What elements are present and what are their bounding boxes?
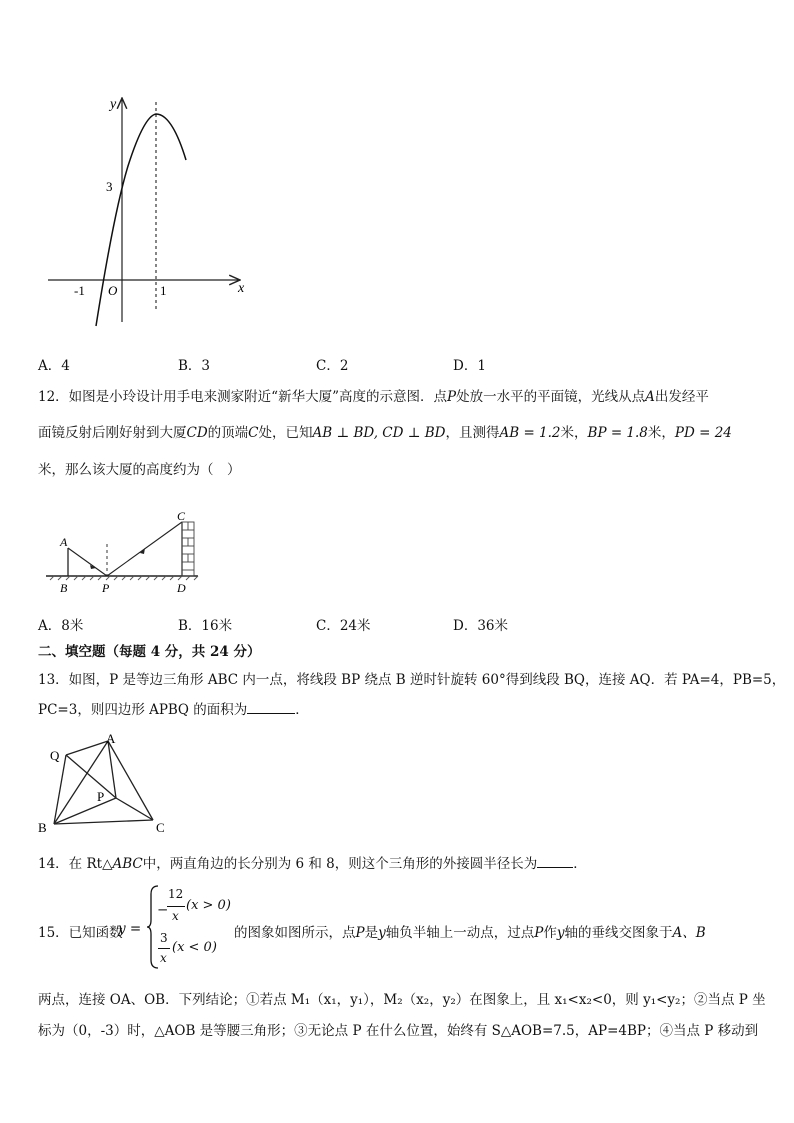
y-intercept-label: 3 <box>106 179 113 194</box>
q11-option-b: B．3 <box>178 358 211 374</box>
label-b: B <box>38 820 47 835</box>
mirror-reflection-figure <box>44 508 204 600</box>
q15-denominator-2: x <box>160 951 167 965</box>
q12-line-2: 面镜反射后刚好射到大厦CD的顶端C处，已知AB ⊥ BD, CD ⊥ BD，且测得AB = 1.2米，BP = 1.8米，PD = 24 <box>38 425 732 441</box>
q15-condition-2: (x < 0) <box>172 940 217 955</box>
q15-denominator-1: x <box>172 909 179 923</box>
label-p: P <box>102 581 110 595</box>
q13-line-2: PC=3，则四边形 APBQ 的面积为 ． <box>38 698 309 718</box>
ray-ap <box>68 548 107 576</box>
q15-line-1-rest: 的图象如图所示，点P是y轴负半轴上一动点，过点P作y轴的垂线交图象于A、B <box>234 925 706 941</box>
parabola-graph <box>44 92 254 332</box>
x-axis-label: x <box>238 281 245 296</box>
q15-minus-sign: − <box>157 902 169 918</box>
q14-line: 14．在 Rt△ABC中，两直角边的长分别为 6 和 8，则这个三角形的外接圆半径长为 ． <box>38 852 587 872</box>
origin-label: O <box>108 283 118 298</box>
label-a: A <box>106 731 116 746</box>
q15-fraction-bar-2 <box>158 948 170 949</box>
one-label: 1 <box>160 283 167 298</box>
q12-option-c: C．24米 <box>316 618 371 634</box>
q11-option-a: A．4 <box>38 358 70 374</box>
q14-answer-blank[interactable] <box>537 853 573 868</box>
label-a: A <box>60 535 68 549</box>
q15-line-2: 两点，连接 OA、OB．下列结论；①若点 M₁（x₁，y₁），M₂（x₂，y₂）在图象上，且 x₁<x₂<0，则 y₁<y₂；②当点 P 坐 <box>38 992 766 1008</box>
label-p: P <box>97 789 105 804</box>
label-c: C <box>156 820 165 835</box>
q15-numerator-2: 3 <box>160 931 168 945</box>
q12-line-3: 米，那么该大厦的高度约为（ ） <box>38 462 241 478</box>
q13-line-1: 13．如图，P 是等边三角形 ABC 内一点，将线段 BP 绕点 B 逆时针旋转 60°得到线段 BQ，连接 AQ．若 PA=4，PB=5， <box>38 672 786 688</box>
piecewise-brace <box>146 884 160 970</box>
q12-option-a: A．8米 <box>38 618 84 634</box>
q15-intro: 15．已知函数 <box>38 925 123 941</box>
neg-one-label: -1 <box>74 283 85 298</box>
q13-answer-blank[interactable] <box>247 699 295 714</box>
q15-numerator-1: 12 <box>168 887 184 901</box>
q15-fraction-bar-1 <box>167 906 185 907</box>
equilateral-triangle-figure <box>36 728 176 838</box>
q12-option-d: D．36米 <box>453 618 509 634</box>
q15-condition-1: (x > 0) <box>186 898 231 913</box>
label-b: B <box>60 581 68 595</box>
label-q: Q <box>50 748 60 763</box>
q11-option-c: C．2 <box>316 358 349 374</box>
q12-option-b: B．16米 <box>178 618 233 634</box>
y-axis-label: y <box>110 97 117 112</box>
label-c: C <box>177 509 186 523</box>
q15-line-3: 标为（0，-3）时，△AOB 是等腰三角形；③无论点 P 在什么位置，始终有 S△AOB=7.5，AP=4BP；④当点 P 移动到 <box>38 1023 759 1039</box>
section-2-heading: 二、填空题（每题 4 分，共 24 分） <box>38 644 261 660</box>
label-d: D <box>177 581 186 595</box>
q15-function-name: y = <box>118 921 142 937</box>
q12-line-1: 12．如图是小玲设计用手电来测家附近“新华大厦”高度的示意图．点P处放一水平的平面镜，光线从点A出发经平 <box>38 389 709 405</box>
q11-option-d: D．1 <box>453 358 486 374</box>
